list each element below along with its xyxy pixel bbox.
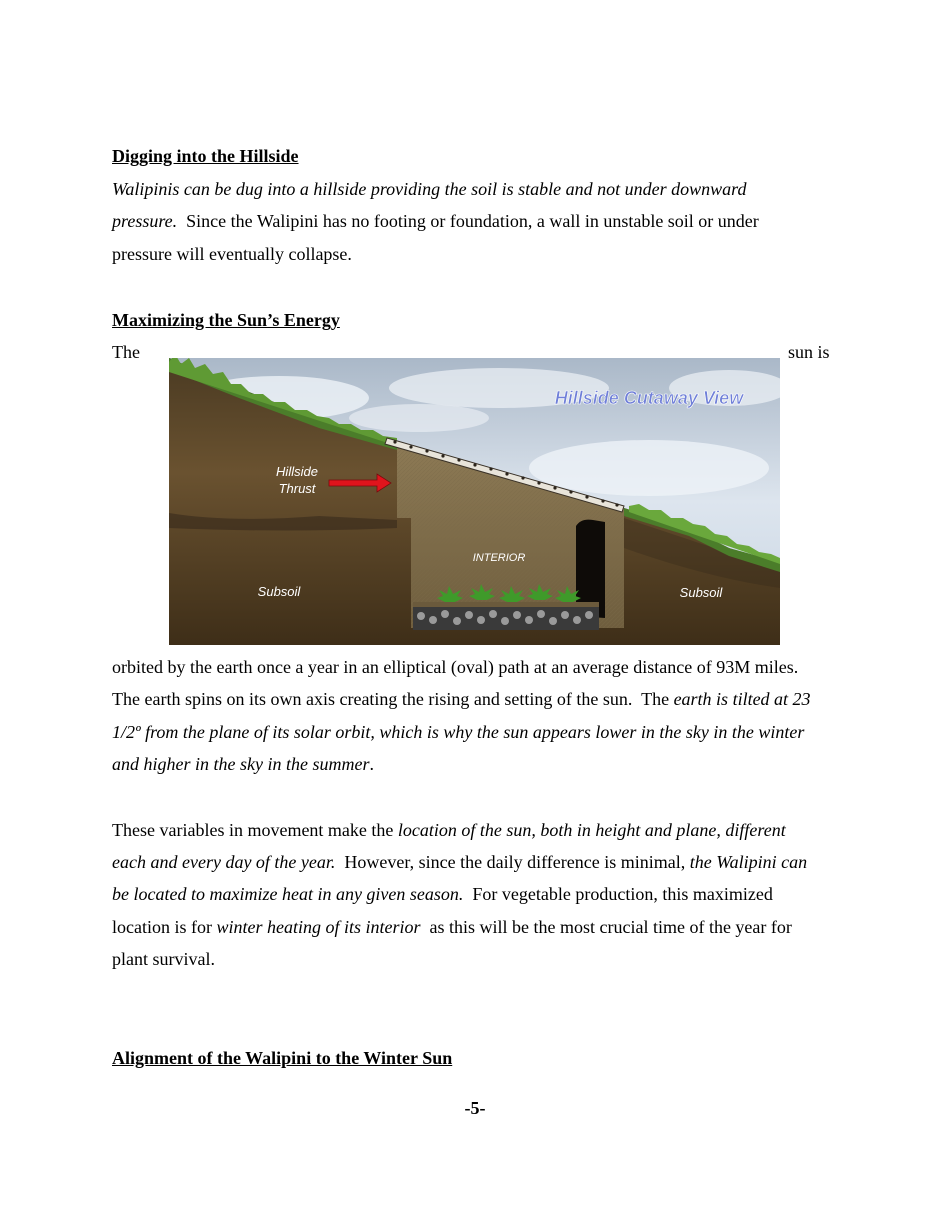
thrust-label-line1: Hillside <box>276 464 318 479</box>
italic-text: each and every day of the year. <box>112 852 336 872</box>
figure-title: Hillside Cutaway View <box>554 388 744 408</box>
italic-text: and higher in the sky in the summer <box>112 754 370 774</box>
paragraph-fragment: The <box>112 342 140 362</box>
paragraph-line: orbited by the earth once a year in an elliptical (oval) path at an average distance of 93M miles. <box>112 657 799 677</box>
body-text: location is for <box>112 917 217 937</box>
italic-text: the Walipini can <box>689 852 808 872</box>
paragraph-line <box>112 178 747 200</box>
paragraph-line: pressure will eventually collapse. <box>112 244 352 264</box>
body-text: Since the Walipini has no footing or foundation, a wall in unstable soil or under <box>177 211 759 231</box>
paragraph-line <box>112 883 773 905</box>
paragraph-line <box>112 688 811 710</box>
body-text: These variables in movement make the <box>112 820 398 840</box>
body-text: For vegetable production, this maximized <box>463 884 773 904</box>
paragraph-line: plant survival. <box>112 949 215 969</box>
italic-text: 1/2º from the plane of its solar orbit, which is why the sun appears lower in the sky in the winter <box>112 722 805 742</box>
paragraph-line <box>112 210 759 232</box>
italic-text: earth is tilted at 23 <box>673 689 811 709</box>
subsoil-left-label: Subsoil <box>257 584 301 599</box>
page-number: -5- <box>464 1098 486 1118</box>
paragraph-fragment: sun is <box>788 342 830 362</box>
italic-text: location of the sun, both in height and plane, different <box>397 820 786 840</box>
hillside-cutaway-figure <box>169 358 780 645</box>
heading-maximizing: Maximizing the Sun’s Energy <box>112 310 340 330</box>
paragraph-line <box>112 819 786 841</box>
subsoil-right-label: Subsoil <box>679 585 723 600</box>
italic-text: be located to maximize heat in any given season. <box>112 884 464 904</box>
paragraph-line <box>112 721 804 743</box>
heading-digging: Digging into the Hillside <box>112 146 299 166</box>
interior-label: INTERIOR <box>472 552 526 564</box>
heading-alignment: Alignment of the Walipini to the Winter Sun <box>112 1048 453 1068</box>
paragraph-line <box>112 851 807 873</box>
body-text: . <box>369 754 374 774</box>
italic-text: pressure. <box>112 211 178 231</box>
thrust-label-line2: Thrust <box>278 481 316 496</box>
body-text: The earth spins on its own axis creating the rising and setting of the sun. The <box>112 689 674 709</box>
body-text: However, since the daily difference is minimal, <box>335 852 690 872</box>
paragraph-line <box>112 753 374 775</box>
italic-text: winter heating of its interior <box>216 917 421 937</box>
body-text: as this will be the most crucial time of the year for <box>420 917 792 937</box>
paragraph-line <box>112 916 792 938</box>
italic-text: Walipinis can be dug into a hillside providing the soil is stable and not under downward <box>112 179 747 199</box>
